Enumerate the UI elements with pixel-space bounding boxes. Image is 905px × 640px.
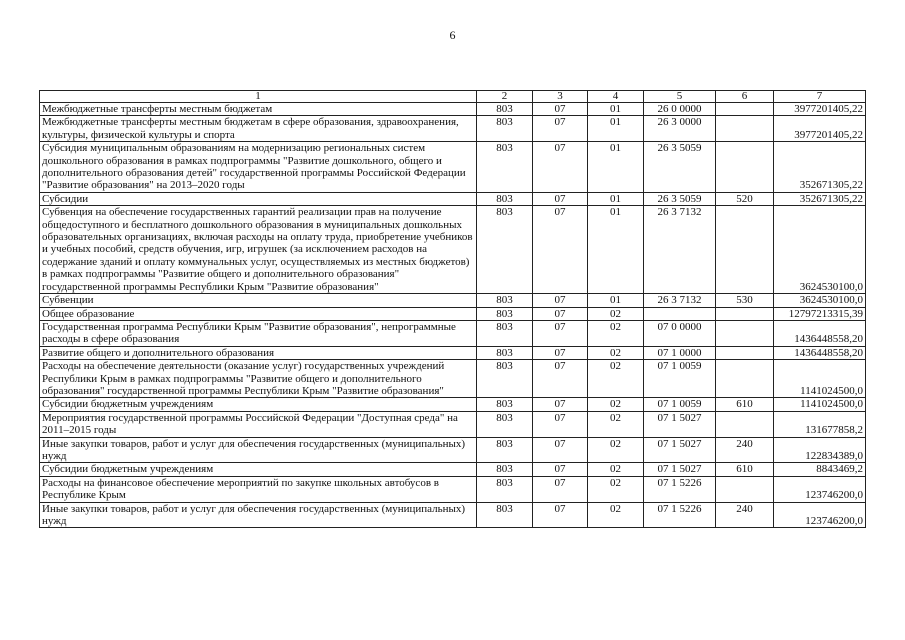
section-code: 07 [533, 360, 588, 398]
section-code: 07 [533, 346, 588, 359]
table-row [40, 142, 866, 193]
ministry-code: 803 [477, 192, 533, 205]
section-code: 07 [533, 206, 588, 294]
amount: 352671305,22 [774, 192, 866, 205]
target-article-code: 07 1 5226 [644, 476, 716, 502]
section-code: 07 [533, 463, 588, 476]
row-name: Субвенции [40, 294, 477, 307]
budget-table [39, 90, 866, 528]
subsection-code: 02 [588, 398, 644, 411]
ministry-code: 803 [477, 103, 533, 116]
table-row [40, 476, 866, 502]
target-article-code: 07 1 5027 [644, 411, 716, 437]
target-article-code: 26 3 5059 [644, 192, 716, 205]
expense-type-code: 240 [716, 437, 774, 463]
row-name: Субсидии бюджетным учреждениям [40, 398, 477, 411]
target-article-code: 26 3 7132 [644, 206, 716, 294]
expense-type-code: 530 [716, 294, 774, 307]
target-article-code: 07 1 5027 [644, 437, 716, 463]
section-code: 07 [533, 307, 588, 320]
section-code: 07 [533, 437, 588, 463]
target-article-code: 07 1 5226 [644, 502, 716, 528]
subsection-code: 02 [588, 463, 644, 476]
subsection-code: 01 [588, 294, 644, 307]
row-name: Государственная программа Республики Крым "Развитие образования", непрограммные расходы в сфере образования [40, 320, 477, 346]
row-name: Субсидия муниципальным образованиям на модернизацию региональных систем дошкольного образования в рамках подпрограммы "Развитие дошкольного, общего и дополнительного образования детей" государственной программы Российской Федерации "Развитие образования" на 2013–2020 годы [40, 142, 477, 193]
table-row [40, 463, 866, 476]
subsection-code: 02 [588, 346, 644, 359]
amount: 1436448558,20 [774, 346, 866, 359]
expense-type-code: 520 [716, 192, 774, 205]
expense-type-code [716, 206, 774, 294]
column-header: 6 [716, 91, 774, 103]
ministry-code: 803 [477, 294, 533, 307]
subsection-code: 02 [588, 360, 644, 398]
table-row [40, 116, 866, 142]
table-row [40, 320, 866, 346]
target-article-code: 07 1 5027 [644, 463, 716, 476]
section-code: 07 [533, 103, 588, 116]
table-row [40, 294, 866, 307]
amount: 122834389,0 [774, 437, 866, 463]
ministry-code: 803 [477, 116, 533, 142]
amount: 123746200,0 [774, 502, 866, 528]
amount: 3624530100,0 [774, 206, 866, 294]
target-article-code: 07 1 0059 [644, 398, 716, 411]
row-name: Межбюджетные трансферты местным бюджетам [40, 103, 477, 116]
table-row [40, 398, 866, 411]
expense-type-code [716, 307, 774, 320]
ministry-code: 803 [477, 476, 533, 502]
table-row [40, 502, 866, 528]
table-row [40, 206, 866, 294]
expense-type-code [716, 116, 774, 142]
expense-type-code: 240 [716, 502, 774, 528]
table-row [40, 307, 866, 320]
amount: 123746200,0 [774, 476, 866, 502]
row-name: Общее образование [40, 307, 477, 320]
ministry-code: 803 [477, 307, 533, 320]
amount: 3624530100,0 [774, 294, 866, 307]
expense-type-code [716, 103, 774, 116]
ministry-code: 803 [477, 360, 533, 398]
row-name: Субсидии бюджетным учреждениям [40, 463, 477, 476]
target-article-code: 26 3 0000 [644, 116, 716, 142]
subsection-code: 02 [588, 320, 644, 346]
expense-type-code [716, 142, 774, 193]
row-name: Межбюджетные трансферты местным бюджетам в сфере образования, здравоохранения, культуры, физической культуры и спорта [40, 116, 477, 142]
subsection-code: 02 [588, 307, 644, 320]
column-header: 2 [477, 91, 533, 103]
expense-type-code [716, 411, 774, 437]
expense-type-code [716, 346, 774, 359]
section-code: 07 [533, 502, 588, 528]
target-article-code [644, 307, 716, 320]
ministry-code: 803 [477, 320, 533, 346]
ministry-code: 803 [477, 398, 533, 411]
row-name: Расходы на обеспечение деятельности (оказание услуг) государственных учреждений Республики Крым в рамках подпрограммы "Развитие общего и дополнительного образования" государственной программы Республики Крым "Развитие образования" [40, 360, 477, 398]
subsection-code: 01 [588, 142, 644, 193]
row-name: Расходы на финансовое обеспечение мероприятий по закупке школьных автобусов в Республике Крым [40, 476, 477, 502]
ministry-code: 803 [477, 142, 533, 193]
table-row [40, 192, 866, 205]
section-code: 07 [533, 116, 588, 142]
section-code: 07 [533, 320, 588, 346]
target-article-code: 26 3 7132 [644, 294, 716, 307]
ministry-code: 803 [477, 206, 533, 294]
amount: 352671305,22 [774, 142, 866, 193]
expense-type-code [716, 320, 774, 346]
expense-type-code [716, 476, 774, 502]
subsection-code: 01 [588, 206, 644, 294]
column-header: 1 [40, 91, 477, 103]
page-number: 6 [449, 28, 456, 42]
row-name: Субсидии [40, 192, 477, 205]
subsection-code: 02 [588, 502, 644, 528]
table-row [40, 437, 866, 463]
amount: 1436448558,20 [774, 320, 866, 346]
target-article-code: 07 0 0000 [644, 320, 716, 346]
section-code: 07 [533, 398, 588, 411]
subsection-code: 02 [588, 476, 644, 502]
amount: 131677858,2 [774, 411, 866, 437]
row-name: Развитие общего и дополнительного образования [40, 346, 477, 359]
ministry-code: 803 [477, 346, 533, 359]
subsection-code: 02 [588, 411, 644, 437]
section-code: 07 [533, 192, 588, 205]
table-row [40, 103, 866, 116]
column-header: 5 [644, 91, 716, 103]
table-row [40, 411, 866, 437]
table-header-row [40, 91, 866, 103]
subsection-code: 01 [588, 116, 644, 142]
column-header: 3 [533, 91, 588, 103]
amount: 1141024500,0 [774, 360, 866, 398]
ministry-code: 803 [477, 502, 533, 528]
subsection-code: 01 [588, 192, 644, 205]
amount: 3977201405,22 [774, 116, 866, 142]
section-code: 07 [533, 142, 588, 193]
amount: 3977201405,22 [774, 103, 866, 116]
expense-type-code: 610 [716, 398, 774, 411]
target-article-code: 07 1 0000 [644, 346, 716, 359]
row-name: Субвенция на обеспечение государственных гарантий реализации прав на получение общедоступного и бесплатного дошкольного образования в муниципальных дошкольных образовательных организациях, включая расходы на оплату труда, приобретение учебников и учебных пособий, средств обучения, игр, игрушек (за исключением расходов на содержание зданий и оплату коммунальных услуг, осуществляемых из местных бюджетов) в рамках подпрограммы "Развитие общего и дополнительного образования" государственной программы Республики Крым "Развитие образования" [40, 206, 477, 294]
column-header: 4 [588, 91, 644, 103]
section-code: 07 [533, 476, 588, 502]
ministry-code: 803 [477, 411, 533, 437]
ministry-code: 803 [477, 463, 533, 476]
target-article-code: 07 1 0059 [644, 360, 716, 398]
target-article-code: 26 0 0000 [644, 103, 716, 116]
ministry-code: 803 [477, 437, 533, 463]
row-name: Иные закупки товаров, работ и услуг для обеспечения государственных (муниципальных) нужд [40, 502, 477, 528]
expense-type-code: 610 [716, 463, 774, 476]
table-row [40, 360, 866, 398]
amount: 8843469,2 [774, 463, 866, 476]
amount: 12797213315,39 [774, 307, 866, 320]
subsection-code: 02 [588, 437, 644, 463]
row-name: Иные закупки товаров, работ и услуг для обеспечения государственных (муниципальных) нужд [40, 437, 477, 463]
table-row [40, 346, 866, 359]
expense-type-code [716, 360, 774, 398]
section-code: 07 [533, 294, 588, 307]
section-code: 07 [533, 411, 588, 437]
row-name: Мероприятия государственной программы Российской Федерации "Доступная среда" на 2011–2015 годы [40, 411, 477, 437]
column-header: 7 [774, 91, 866, 103]
subsection-code: 01 [588, 103, 644, 116]
amount: 1141024500,0 [774, 398, 866, 411]
target-article-code: 26 3 5059 [644, 142, 716, 193]
